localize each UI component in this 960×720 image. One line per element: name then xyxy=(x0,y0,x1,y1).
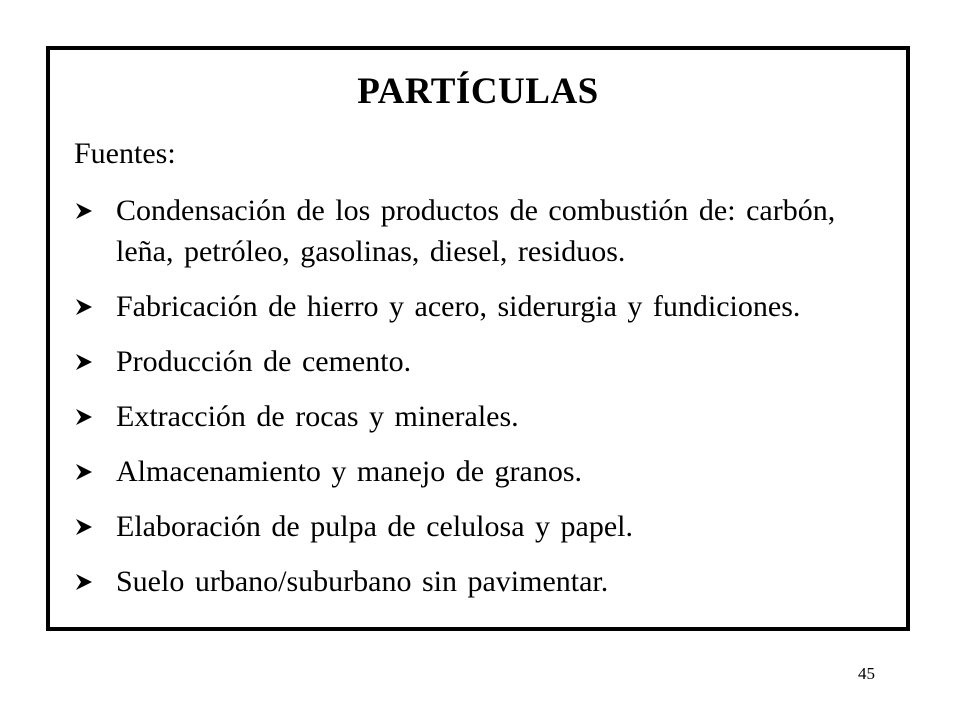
slide-title: PARTÍCULAS xyxy=(357,71,599,112)
arrow-bullet-icon xyxy=(74,462,94,482)
slide-subtitle: Fuentes: xyxy=(74,137,176,170)
arrow-bullet-icon xyxy=(74,297,94,317)
arrow-bullet-icon xyxy=(74,517,94,537)
list-item xyxy=(74,341,894,382)
bullet-text: Elaboración de pulpa de celulosa y papel. xyxy=(116,510,633,543)
arrow-bullet-icon xyxy=(74,407,94,427)
bullet-text: Condensación de los productos de combustión de: carbón, leña, petróleo, gasolinas, diesel, residuos. xyxy=(116,194,836,268)
bullet-text: Fabricación de hierro y acero, siderurgia y fundiciones. xyxy=(116,290,801,323)
arrow-bullet-icon xyxy=(74,201,94,221)
slide-frame xyxy=(46,46,910,631)
page-number: 45 xyxy=(858,664,875,683)
arrow-bullet-icon xyxy=(74,572,94,592)
bullet-list xyxy=(74,190,894,616)
bullet-text: Producción de cemento. xyxy=(116,345,412,378)
list-item xyxy=(74,506,894,547)
bullet-text: Suelo urbano/suburbano sin pavimentar. xyxy=(116,565,609,598)
list-item xyxy=(74,396,894,437)
list-item xyxy=(74,561,894,602)
list-item xyxy=(74,190,894,272)
bullet-text: Almacenamiento y manejo de granos. xyxy=(116,455,583,488)
bullet-text: Extracción de rocas y minerales. xyxy=(116,400,519,433)
list-item xyxy=(74,451,894,492)
list-item xyxy=(74,286,894,327)
arrow-bullet-icon xyxy=(74,352,94,372)
